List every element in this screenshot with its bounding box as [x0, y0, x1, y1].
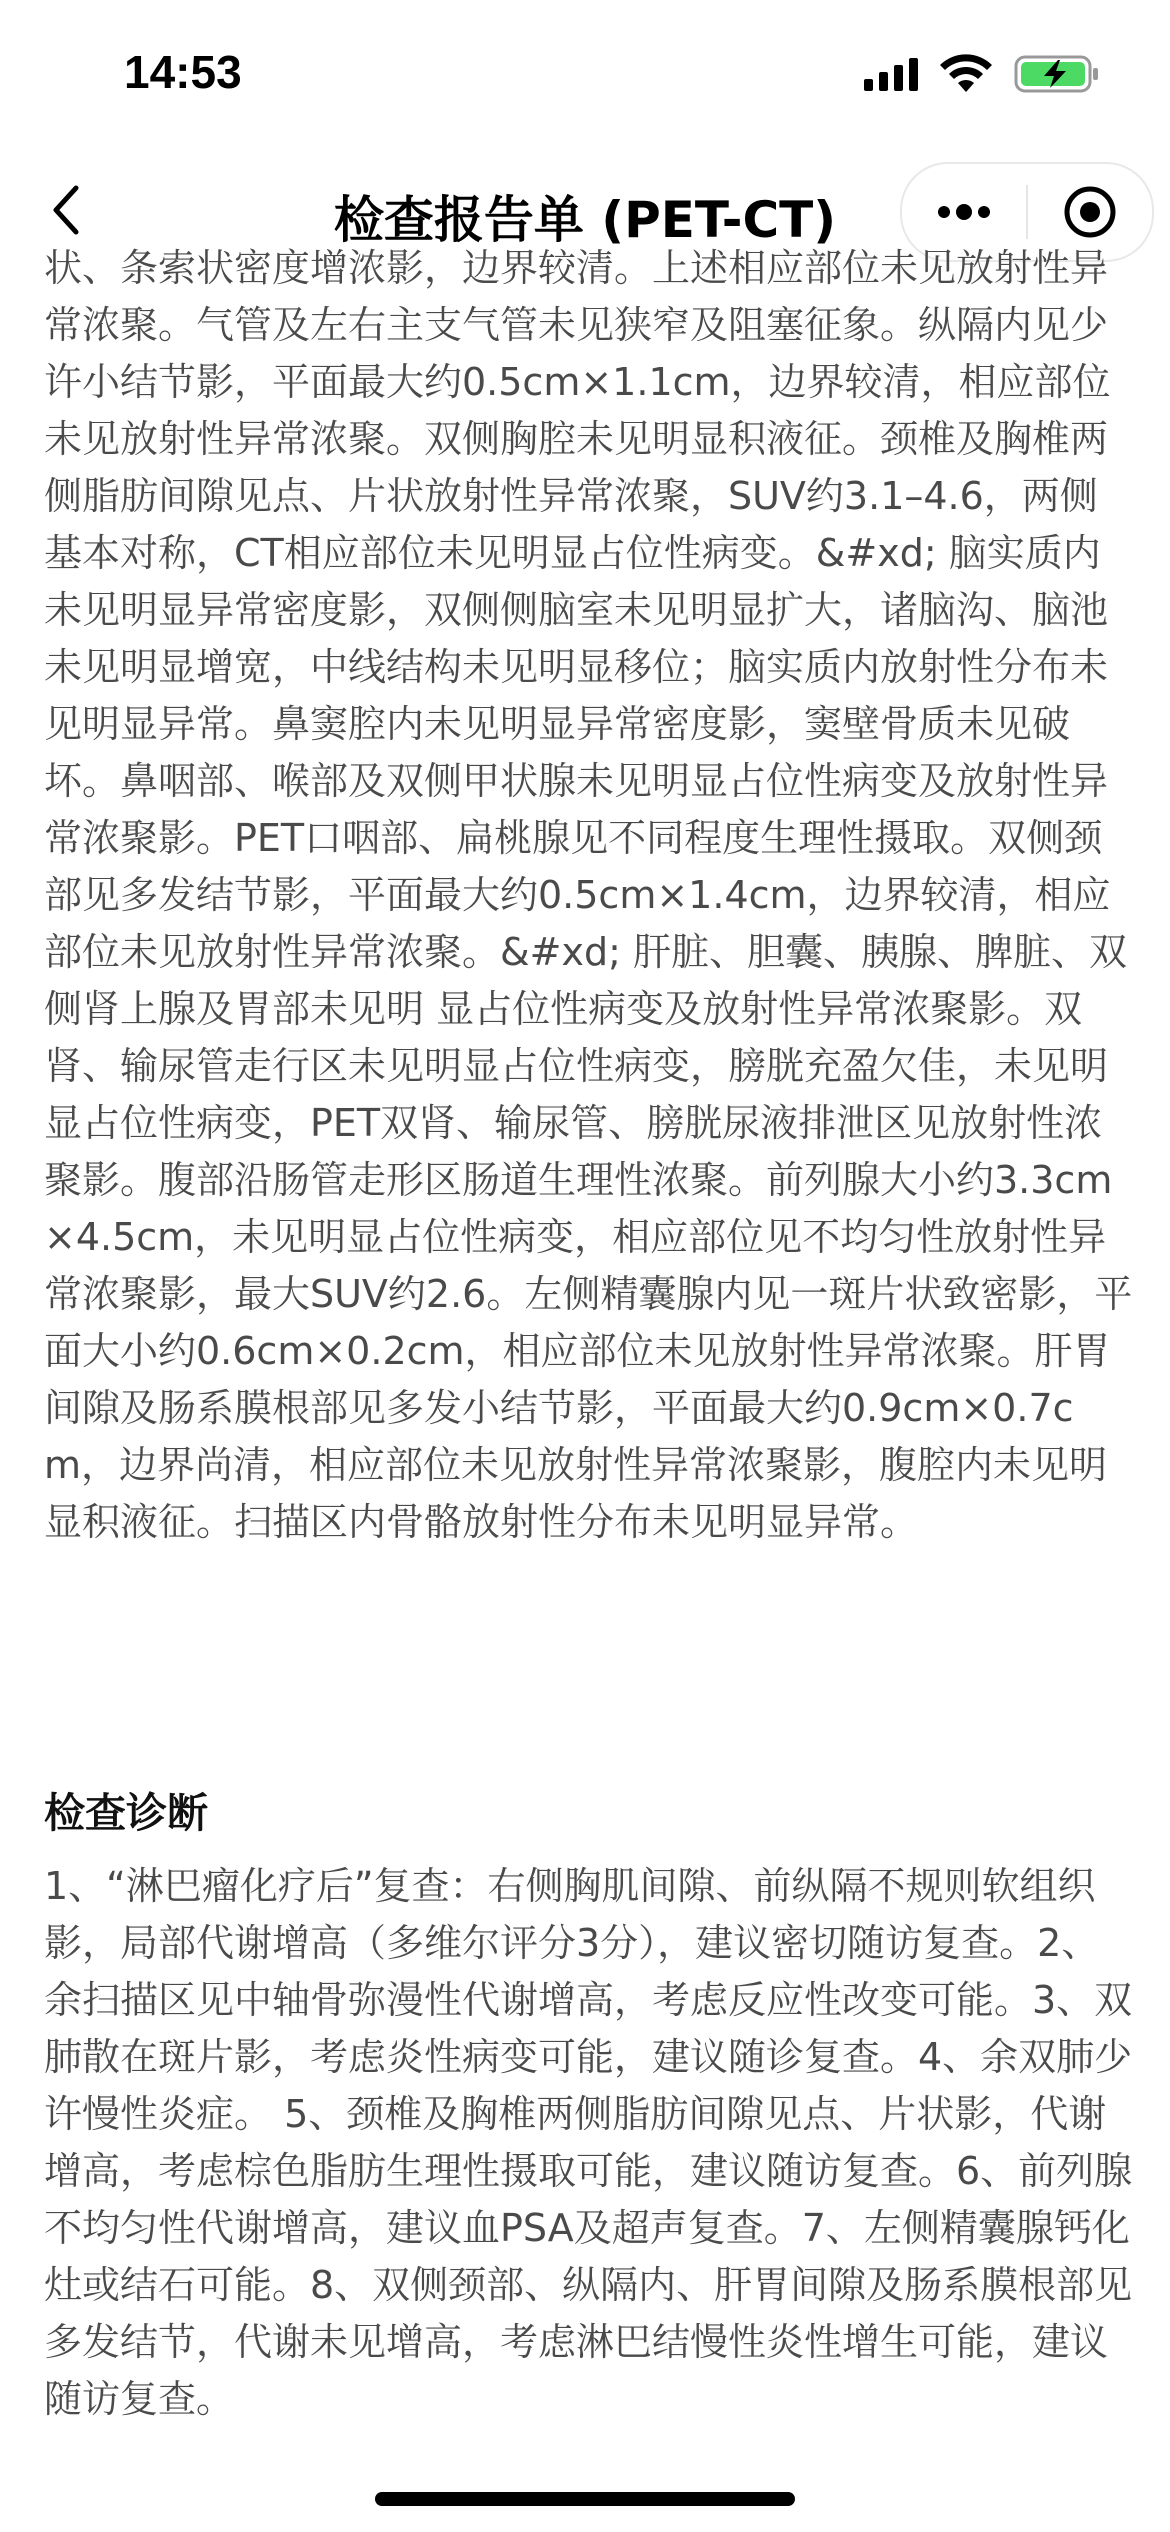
page-title: 检查报告单 (PET-CT): [333, 191, 837, 249]
status-bar: [0, 0, 1170, 150]
more-dots-icon: [934, 204, 994, 220]
battery-charging-icon: [1014, 54, 1100, 94]
report-content[interactable]: [0, 246, 1170, 2520]
findings-text: 状、条索状密度增浓影，边界较清。上述相应部位未见放射性异常浓聚。气管及左右主支气管未见狭窄及阻塞征象。纵隔内见少许小结节影，平面最大约0.5cm×1.1cm，边界较清，相应部位未见放射性异常浓聚。双侧胸腔未见明显积液征。颈椎及胸椎两侧脂肪间隙见点、片状放射性异常浓聚，SUV约3.1–4.6，两侧基本对称，CT相应部位未见明显占位性病变。&#xd; 脑实质内未见明显异常密度影，双侧侧脑室未见明显扩大，诸脑沟、脑池未见明显增宽，中线结构未见明显移位；脑实质内放射性分布未见明显异常。鼻窦腔内未见明显异常密度影，窦壁骨质未见破坏。鼻咽部、喉部及双侧甲状腺未见明显占位性病变及放射性异常浓聚影。PET口咽部、扁桃腺见不同程度生理性摄取。双侧颈部见多发结节影，平面最大约0.5cm×1.4cm，边界较清，相应部位未见放射性异常浓聚。&#xd; 肝脏、胆囊、胰腺、脾脏、双侧肾上腺及胃部未见明 显占位性病变及放射性异常浓聚影。双肾、输尿管走行区未见明显占位性病变，膀胱充盈欠佳，未见明显占位性病变，PET双肾、输尿管、膀胱尿液排泄区见放射性浓聚影。腹部沿肠管走形区肠道生理性浓聚。前列腺大小约3.3cm×4.5cm，未见明显占位性病变，相应部位见不均匀性放射性异常浓聚影，最大SUV约2.6。左侧精囊腺内见一斑片状致密影，平面大小约0.6cm×0.2cm，相应部位未见放射性异常浓聚。肝胃间隙及肠系膜根部见多发小结节影，平面最大约0.9cm×0.7cm，边界尚清，相应部位未见放射性异常浓聚影，腹腔内未见明显积液征。扫描区内骨骼放射性分布未见明显异常。: [44, 246, 1133, 1544]
diagnosis-text: 1、“淋巴瘤化疗后”复查：右侧胸肌间隙、前纵隔不规则软组织影，局部代谢增高（多维尔评分3分），建议密切随访复查。2、余扫描区见中轴骨弥漫性代谢增高，考虑反应性改变可能。3、双肺散在斑片影，考虑炎性病变可能，建议随诊复查。4、余双肺少许慢性炎症。 5、颈椎及胸椎两侧脂肪间隙见点、片状影，代谢增高，考虑棕色脂肪生理性摄取可能，建议随访复查。6、前列腺不均匀性代谢增高，建议血PSA及超声复查。7、左侧精囊腺钙化灶或结石可能。8、双侧颈部、纵隔内、肝胃间隙及肠系膜根部见多发结节，代谢未见增高，考虑淋巴结慢性炎性增生可能，建议随访复查。: [44, 1864, 1133, 2421]
diagnosis-heading: 检查诊断: [44, 1789, 208, 1837]
home-indicator: [375, 2492, 795, 2506]
status-icons: [864, 54, 1100, 94]
signal-icon: [864, 57, 918, 91]
status-time: 14:53: [124, 46, 242, 98]
target-close-icon: [1063, 185, 1117, 239]
wifi-icon: [938, 54, 994, 94]
